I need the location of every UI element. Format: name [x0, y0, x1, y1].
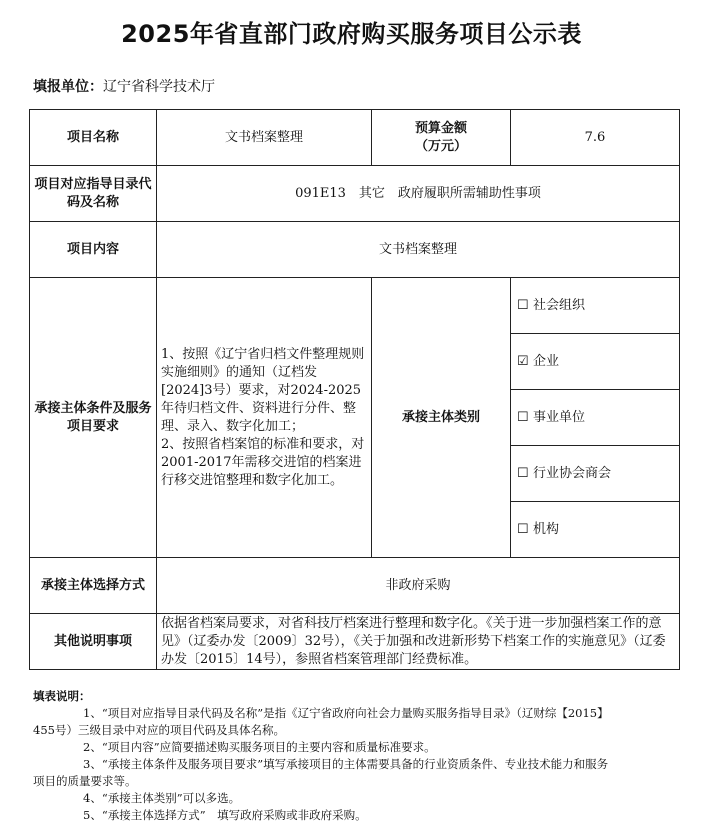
instruction-line: 3、“承接主体条件及服务项目要求”填写承接项目的主体需要具备的行业资质条件、专业技术能力和服务: [83, 757, 609, 771]
other-notes-value: 依据省档案局要求，对省科技厅档案进行整理和数字化。《关于进一步加强档案工作的意见》（辽委办发〔2009〕32号），《关于加强和改进新形势下档案工作的实施意见》（辽委办发〔2015〕14号），参照省档案管理部门经费标准。: [157, 614, 680, 670]
instruction-line: 1、“项目对应指导目录代码及名称”是指《辽宁省政府向社会力量购买服务指导目录》（辽财综【2015】: [83, 706, 609, 720]
instruction-line: 455号）三级目录中对应的项目代码及具体名称。: [33, 723, 285, 737]
provider-option-label: 机构: [533, 521, 560, 537]
reporting-unit: [33, 76, 215, 96]
project-name-label: 项目名称: [30, 110, 157, 166]
provider-option-industry-association[interactable]: [511, 446, 680, 502]
instruction-line: 5、“承接主体选择方式” 填写政府采购或非政府采购。: [83, 808, 367, 822]
selection-method-label: 承接主体选择方式: [30, 558, 157, 614]
requirements-label: 承接主体条件及服务项目要求: [30, 278, 157, 558]
provider-option-enterprise[interactable]: [511, 334, 680, 390]
project-name-value: 文书档案整理: [157, 110, 372, 166]
provider-option-label: 社会组织: [533, 297, 586, 313]
project-content-label: 项目内容: [30, 222, 157, 278]
selection-method-value: 非政府采购: [157, 558, 680, 614]
provider-option-label: 事业单位: [533, 409, 586, 425]
provider-type-label: 承接主体类别: [372, 278, 511, 558]
checkbox-checked-icon: ☑: [517, 353, 529, 369]
instruction-line: 2、“项目内容”应简要描述购买服务项目的主要内容和质量标准要求。: [83, 740, 436, 754]
instructions-heading: 填表说明：: [33, 689, 91, 703]
other-notes-label: 其他说明事项: [30, 614, 157, 670]
catalog-code-label: 项目对应指导目录代码及名称: [30, 166, 157, 222]
checkbox-icon: ☐: [517, 297, 529, 313]
checkbox-icon: ☐: [517, 521, 529, 537]
requirements-text: 1、按照《辽宁省归档文件整理规则实施细则》的通知（辽档发[2024]3号）要求，对2024-2025年待归档文件、资料进行分件、整理、录入、数字化加工； 2、按照省档案馆的标准和要求，对2001-2017年需移交进馆的档案进行移交进馆整理和数字化加工。: [157, 278, 372, 558]
provider-option-label: 行业协会商会: [533, 465, 612, 481]
reporting-unit-label: 填报单位：: [33, 79, 103, 95]
project-content-value: 文书档案整理: [157, 222, 680, 278]
page-title: 2025年省直部门政府购买服务项目公示表: [121, 20, 582, 48]
provider-option-public-institution[interactable]: [511, 390, 680, 446]
project-table: [29, 109, 680, 670]
checkbox-icon: ☐: [517, 409, 529, 425]
provider-option-agency[interactable]: [511, 502, 680, 558]
form-instructions: [33, 688, 678, 824]
budget-value: 7.6: [511, 110, 680, 166]
instruction-line: 项目的质量要求等。: [33, 774, 137, 788]
catalog-code-value: 091E13 其它 政府履职所需辅助性事项: [157, 166, 680, 222]
instruction-line: 4、“承接主体类别”可以多选。: [83, 791, 241, 805]
provider-option-label: 企业: [533, 353, 560, 369]
checkbox-icon: ☐: [517, 465, 529, 481]
reporting-unit-value: 辽宁省科学技术厅: [103, 79, 215, 95]
provider-option-social-org[interactable]: [511, 278, 680, 334]
budget-label: 预算金额 （万元）: [372, 110, 511, 166]
